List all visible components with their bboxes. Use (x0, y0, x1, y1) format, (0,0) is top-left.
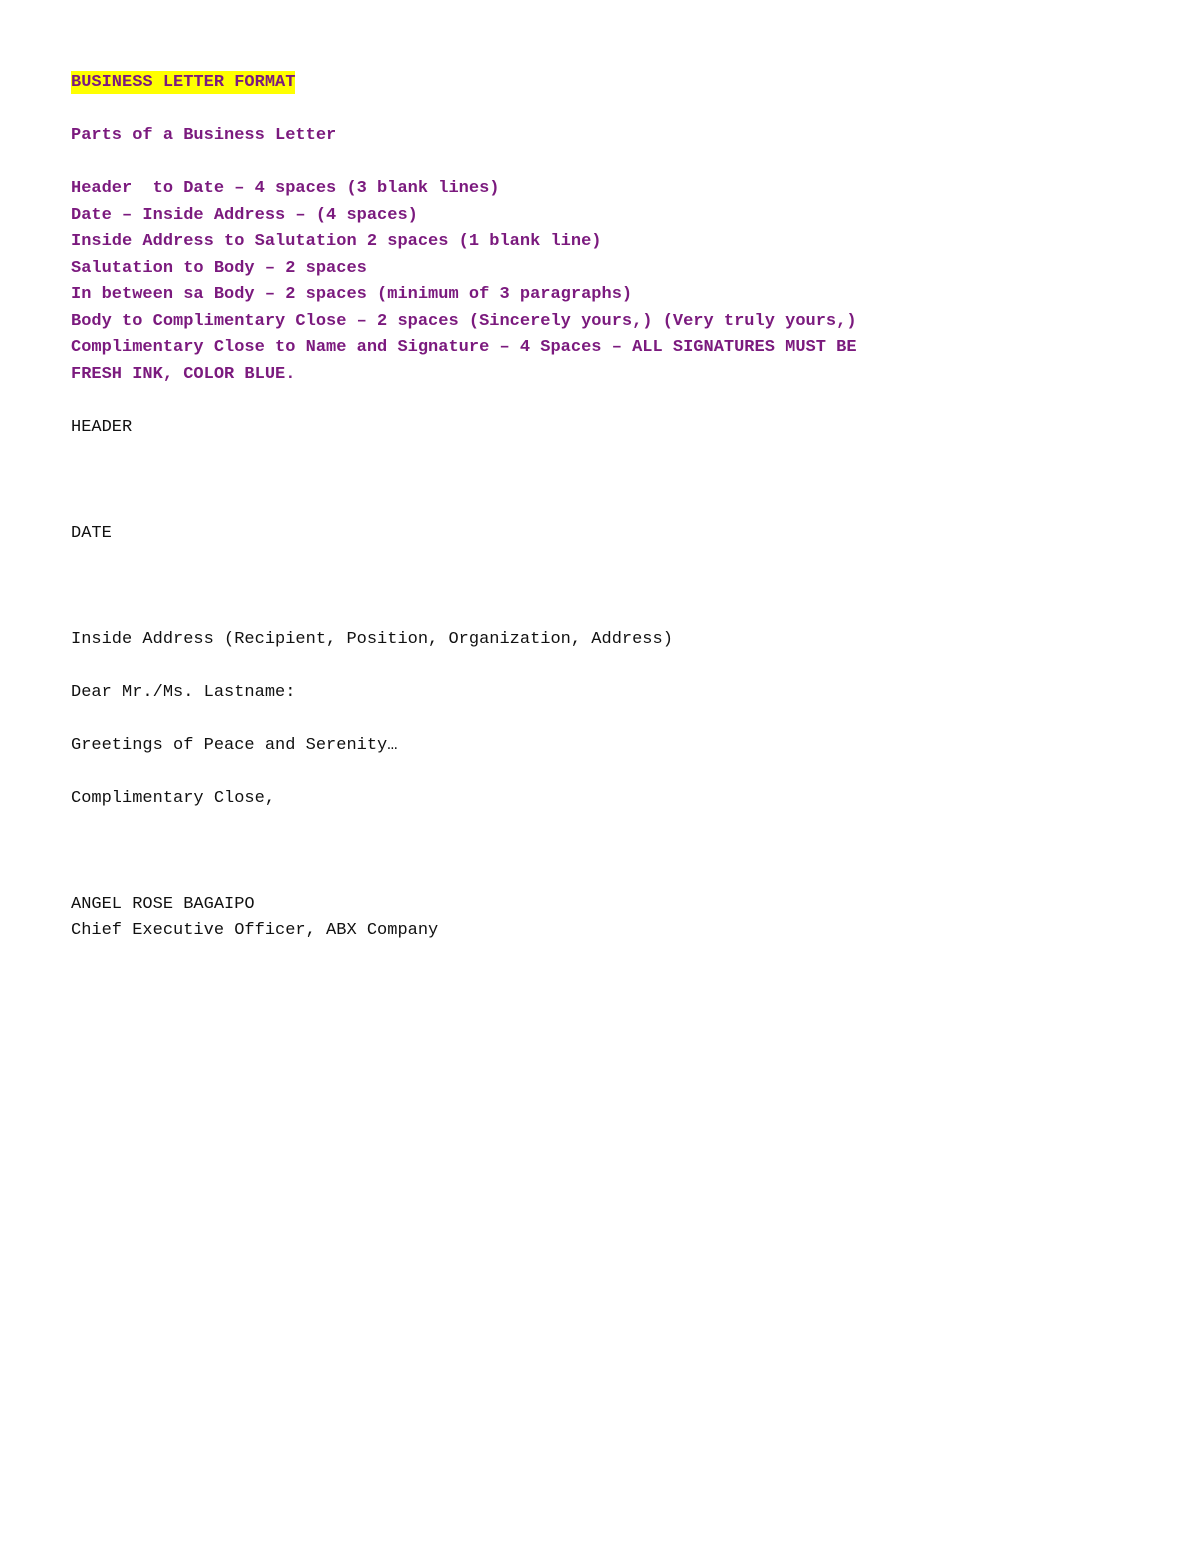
sample-body: Greetings of Peace and Serenity… (71, 735, 398, 755)
sample-inside-address: Inside Address (Recipient, Position, Organization, Address) (71, 629, 673, 649)
document-page (71, 70, 1131, 945)
sample-date: DATE (71, 523, 112, 543)
blank-line (71, 812, 1131, 839)
document-subtitle: Parts of a Business Letter (71, 126, 337, 145)
title-line (71, 70, 1131, 97)
document-title: BUSINESS LETTER FORMAT (71, 73, 296, 92)
rule-line: Complimentary Close to Name and Signature – 4 Spaces – ALL SIGNATURES MUST BE (71, 338, 857, 357)
sample-complimentary-close: Complimentary Close, (71, 788, 276, 808)
blank-line (71, 759, 1131, 786)
sample-name: ANGEL ROSE BAGAIPO (71, 894, 255, 914)
blank-line (71, 468, 1131, 495)
blank-line (71, 574, 1131, 601)
sample-header: HEADER (71, 417, 133, 437)
blank-line (71, 547, 1131, 574)
blank-line (71, 600, 1131, 627)
sample-salutation: Dear Mr./Ms. Lastname: (71, 682, 296, 702)
blank-line (71, 441, 1131, 468)
blank-line (71, 865, 1131, 892)
rule-line: Header to Date – 4 spaces (3 blank lines) (71, 179, 500, 198)
blank-line (71, 388, 1131, 415)
blank-line (71, 97, 1131, 124)
rule-line: Inside Address to Salutation 2 spaces (1 blank line) (71, 232, 602, 251)
sample-position: Chief Executive Officer, ABX Company (71, 921, 439, 940)
rule-line: FRESH INK, COLOR BLUE. (71, 364, 296, 384)
rule-line: In between sa Body – 2 spaces (minimum of 3 paragraphs) (71, 285, 633, 304)
rule-line: Body to Complimentary Close – 2 spaces (Sincerely yours,) (Very truly yours,) (71, 311, 857, 331)
blank-line (71, 494, 1131, 521)
blank-line (71, 706, 1131, 733)
blank-line (71, 653, 1131, 680)
blank-line (71, 150, 1131, 177)
rule-line: Date – Inside Address – (4 spaces) (71, 205, 418, 225)
blank-line (71, 839, 1131, 866)
rule-line: Salutation to Body – 2 spaces (71, 258, 367, 278)
